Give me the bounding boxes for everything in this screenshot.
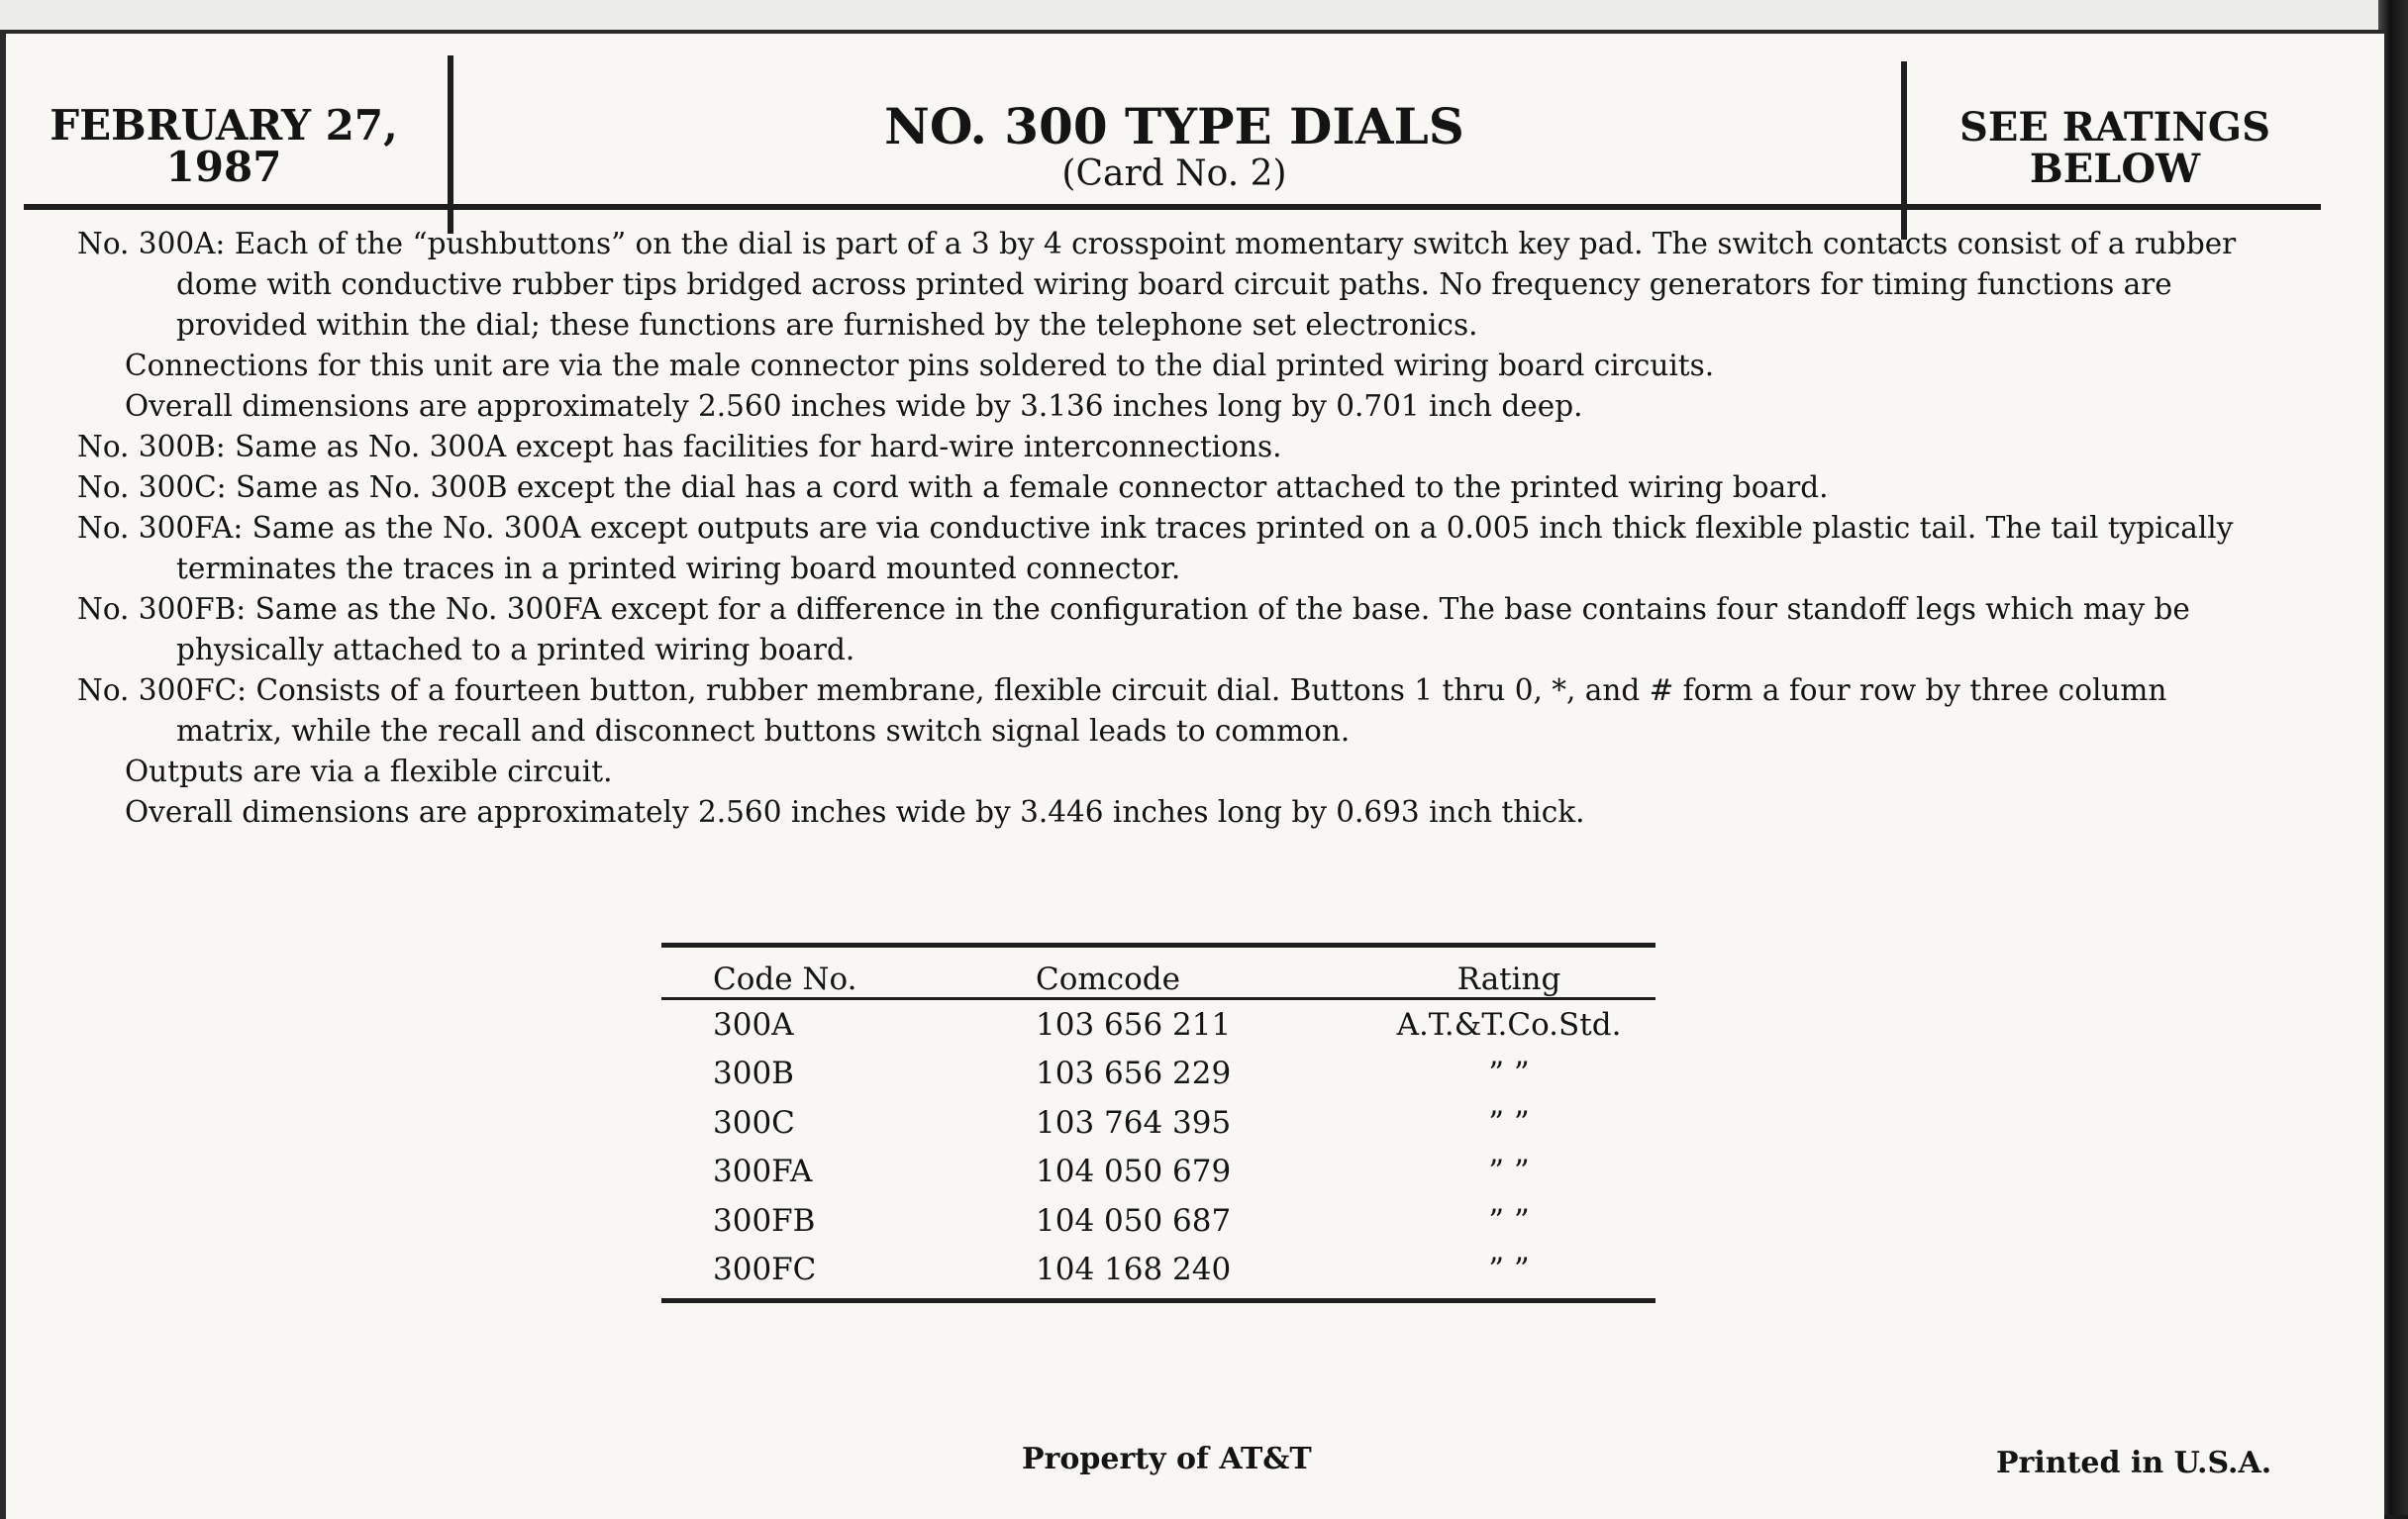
table-header-row <box>661 948 1656 997</box>
cell-code: 300B <box>713 1056 794 1092</box>
cell-rating: ” ” <box>1488 1104 1530 1141</box>
page-title: NO. 300 TYPE DIALS <box>884 97 1464 155</box>
column-header-rating: Rating <box>1456 962 1561 997</box>
paragraph-300fc: No. 300FC: Consists of a fourteen button, rubber membrane, flexible circuit dial. Buttons 1 thru 0, *, and # form a four row by three column matrix, while the recall and disconnect buttons switch signal leads to common. <box>77 673 2167 748</box>
cell-rating: ” ” <box>1488 1202 1530 1239</box>
cell-rating: ” ” <box>1488 1056 1530 1092</box>
page-subtitle: (Card No. 2) <box>1061 153 1287 194</box>
cell-rating: ” ” <box>1488 1252 1530 1288</box>
paragraph-300a-connections: Connections for this unit are via the male connector pins soldered to the dial printed wiring board circuits. <box>125 349 1715 382</box>
header-date <box>26 101 422 191</box>
scan-background-top <box>0 0 2408 30</box>
paragraph-300fb: No. 300FB: Same as the No. 300FA except for a difference in the configuration of the base. The base contains four standoff legs which may be physically attached to a printed wiring board. <box>77 592 2190 666</box>
paragraph-300fa: No. 300FA: Same as the No. 300A except outputs are via conductive ink traces printed on a 0.005 inch thick flexible plastic tail. The tail typically terminates the traces in a printed wiring board mounted connector. <box>77 511 2234 585</box>
cell-code: 300FB <box>713 1202 816 1239</box>
column-header-comcode: Comcode <box>1036 962 1180 997</box>
paragraph-300a-dimensions: Overall dimensions are approximately 2.560 inches wide by 3.136 inches long by 0.701 inch deep. <box>125 389 1583 423</box>
cell-comcode: 104 050 679 <box>1036 1154 1232 1190</box>
header-ratings-line1: SEE RATINGS <box>1959 104 2270 151</box>
cell-code: 300FA <box>713 1154 813 1190</box>
cell-rating: ” ” <box>1488 1154 1530 1190</box>
cell-comcode: 104 168 240 <box>1036 1252 1232 1288</box>
description-body <box>77 224 2275 833</box>
table-row <box>661 1196 1656 1246</box>
paragraph-300c: No. 300C: Same as No. 300B except the dial has a cord with a female connector attached to the printed wiring board. <box>77 470 1829 504</box>
header-ratings-line2: BELOW <box>2029 146 2201 192</box>
paragraph-300a: No. 300A: Each of the “pushbuttons” on the dial is part of a 3 by 4 crosspoint momentary switch key pad. The switch contacts consist of a rubber dome with conductive rubber tips bridged across printed wiring board circuit paths. No frequency generators for timing functions are provided within the dial; these functions are furnished by the telephone set electronics. <box>77 227 2237 342</box>
cell-rating: A.T.&T.Co.Std. <box>1396 1006 1622 1043</box>
paragraph-300fc-outputs: Outputs are via a flexible circuit. <box>125 755 613 788</box>
cell-comcode: 103 764 395 <box>1036 1104 1232 1141</box>
cell-code: 300C <box>713 1104 795 1141</box>
footer-printed: Printed in U.S.A. <box>1996 1446 2272 1480</box>
header-rule <box>24 204 2321 210</box>
cell-comcode: 104 050 687 <box>1036 1202 1232 1239</box>
table-row <box>661 1098 1656 1148</box>
table-row <box>661 1050 1656 1099</box>
header-ratings <box>1907 104 2323 192</box>
ratings-table <box>661 943 1656 1303</box>
cell-code: 300FC <box>713 1252 817 1288</box>
cell-comcode: 103 656 229 <box>1036 1056 1232 1092</box>
header-date-line2: 1987 <box>165 143 282 191</box>
header-date-line1: FEBRUARY 27, <box>50 101 398 150</box>
table-rule-bottom <box>661 1298 1656 1303</box>
cell-comcode: 103 656 211 <box>1036 1006 1232 1043</box>
footer-property: Property of AT&T <box>1022 1442 1312 1476</box>
table-row <box>661 1148 1656 1197</box>
column-header-code: Code No. <box>713 962 857 997</box>
table-row <box>661 1246 1656 1295</box>
cell-code: 300A <box>713 1006 794 1043</box>
paragraph-300b: No. 300B: Same as No. 300A except has facilities for hard-wire interconnections. <box>77 430 1282 463</box>
document-card <box>0 30 2384 1519</box>
header-title-block <box>452 99 1897 194</box>
table-row <box>661 1000 1656 1050</box>
paragraph-300fc-dimensions: Overall dimensions are approximately 2.560 inches wide by 3.446 inches long by 0.693 inch thick. <box>125 795 1585 829</box>
